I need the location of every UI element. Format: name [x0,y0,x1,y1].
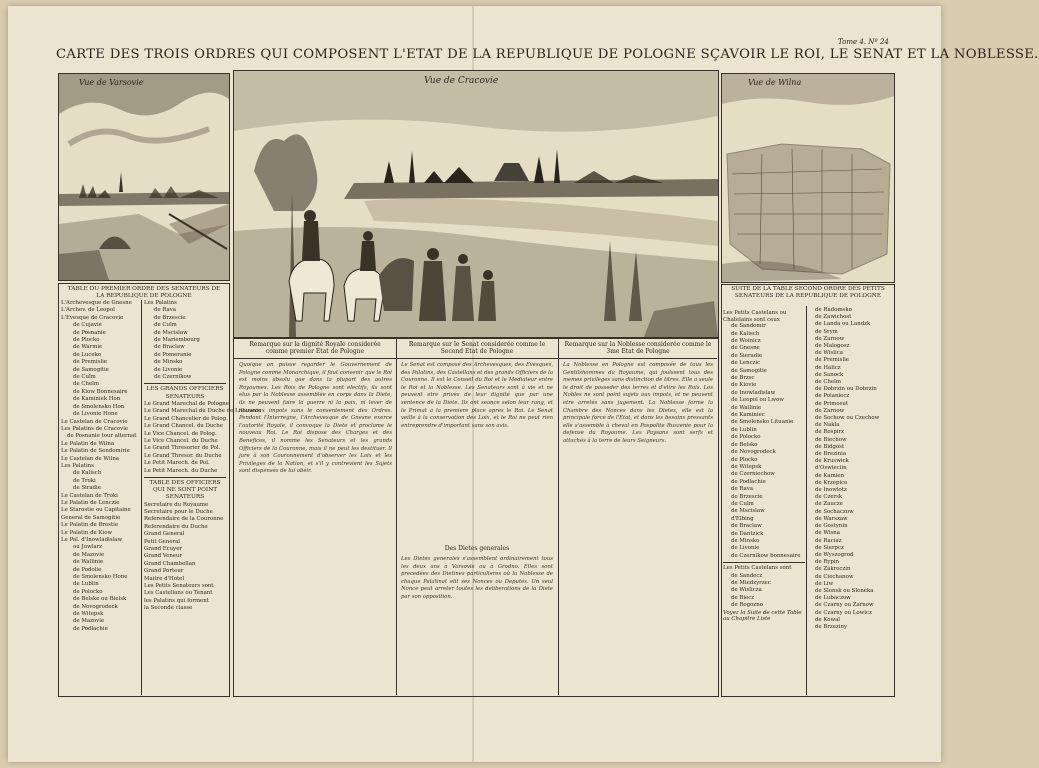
list-item: de Samogitie [73,366,109,373]
list-item: de Biechow [815,436,847,443]
list-item: de Slonsk ou Sloneka [815,587,874,594]
center-divider-1 [396,338,397,695]
left-column-divider [141,300,142,695]
list-item: de Landa ou Landzk [815,321,871,328]
list-item: de Sandomir [731,323,766,330]
list-item: Le Grand Chancelier de Polog. [144,415,228,422]
view-cracovie-title: Vue de Cracovie [424,76,499,86]
list-item: de Miedzyrzec [731,580,771,586]
list-item: de Zarnow [815,335,845,342]
view-varsovie [58,73,230,281]
list-item: Le Palatin de Kiow [61,529,113,536]
list-item: de Lublin [73,581,99,588]
left-list-a [61,300,141,692]
list-item: Le Petit Marech. de Pol. [144,460,210,467]
dietes-text: Les Dietes generales s'assemblent ordinairement tous les deux ans à Varsovie ou à Grodno. Elles sont precedées des Dietines particulieres où la Noblesse de chaque Palatinat elit ses Nonces ou Deputés. Un seul Nonce peut arreter toutes les deliberations de la Diete par son opposition. [401,556,553,600]
list-item: de Brzescie [731,493,763,500]
officers-heading: LES GRANDS OFFICIERS SENATEURS [146,386,224,400]
list-item: de Rava [731,486,754,493]
list-item: de Culm [73,374,96,381]
list-item: de Inowladislaw [731,389,776,396]
non-senators-heading: TABLE DES OFFICIERS QUI NE SONT POINT SENATEURS [149,479,221,501]
divider [144,383,226,384]
list-item: de Plocko [731,456,758,463]
list-item: de Kiovie [731,382,757,389]
list-item: de Biecz [731,594,755,601]
list-item: Maitre d'Hotel [144,575,185,582]
list-item: Secretaire du Royaume [144,501,209,508]
left-list-b [144,300,262,692]
list-item: Le Palatin de Lenczie [61,499,120,506]
view-wilna [721,73,895,283]
list-item: les Palatins qui forment [144,597,209,604]
list-item: de Novogrodeck [731,449,776,456]
list-item: Le Pal. d'Inowladislaw [61,537,123,543]
list-item: d'Elbing [731,515,754,522]
list-item: de Warmie [73,344,103,351]
right-list-c [809,307,891,693]
list-item: de Halicz [815,364,841,371]
list-item: d'Oswieciin [815,465,847,472]
list-item: Le Grand Chancel. du Duche [144,423,223,430]
view-varsovie-title: Vue de Varsovie [79,78,144,87]
list-item: de Brzeziny [815,623,848,630]
list-item: de Dobrzin ou Dobrzin [815,386,877,393]
list-item: de Cujavie [73,322,102,329]
right-note: Voyez la Suite de cette Table au Chapitre Liste [723,609,802,623]
varsovie-engraving [59,74,229,280]
list-item: de Livonie [731,545,760,552]
list-item: de Wislica [815,350,843,357]
list-item: de Gnesne [731,345,760,352]
list-item: de Ciechanow [815,573,854,580]
list-item: de Braclaw [154,344,185,351]
list-item: de Kalisch [73,470,102,477]
list-item: de Malogosz [815,343,850,350]
list-item: de Polaniecz [815,393,850,400]
list-item: de Sanock [815,371,844,378]
divider [723,562,805,563]
list-item: Secretaire pour le Duche [144,508,213,515]
list-item: de Witepsk [73,611,104,618]
list-item: Les Castellans ou Tenant [144,590,213,597]
list-item: de Czarny ou Lowicz [815,609,872,616]
list-item: ou Juwlarz [73,544,103,551]
list-item: de Czarny ou Zarnow [815,602,874,609]
list-item: de Pomeranie [154,351,192,358]
list-item: de Siradie [73,485,101,492]
remarque-royale-heading: Remarque sur la dignité Royale considerée comme premier Etat de Pologne [249,341,381,356]
list-item: Le Palatin de Brestie [61,522,119,529]
list-item: de Mazovie [73,618,105,625]
list-item: de Premislie [73,359,107,366]
list-item: de Smolensko Hone [73,574,128,581]
list-item: de Czerniechow [731,471,775,478]
list-item: Le Castelan de Cracovie [61,418,128,425]
list-item: de Wallinie [73,559,104,566]
list-item: de Raciaz [815,537,842,544]
list-item: Le Vice Chancel. de Polog. [144,430,217,437]
right-list-a [723,310,805,693]
left-table-heading: TABLE DU PREMIER ORDRE DES SENATEURS DE LA REPUBLIQUE DE POLOGNE [67,286,221,300]
list-item: de Nakla [815,422,840,429]
list-item: Grand Chambellan [144,560,196,567]
list-item: Les Palatins de Cracovie [61,425,129,432]
list-item: de Czernikow bonnesaire [731,552,801,559]
list-item: de Woinicz [731,338,761,344]
list-item: Le Grand Thresorier de Pol. [144,445,221,452]
list-item: de Kalisch [731,330,760,337]
list-item: de Witepsk [731,463,762,470]
list-item: de Polocko [73,588,103,595]
list-item: L'Evesque de Cracovie [61,314,124,321]
list-item: Le Grand Marechal du Duche de Lithuanie [144,408,262,415]
list-item: de Belske ou Bielsk [73,596,127,603]
list-item: de Rava [154,307,177,314]
list-item: de Smolensko Hon [73,403,125,410]
remarque-noblesse-text: La Noblesse en Pologne est composée de tous les Gentilshommes du Royaume, qui jouissent tous des memes privileges sans distinction de titres. Elle a seule le droit de posseder des terres et d'elire les Rois. Les Nobles ne sont point sujets aux impots, et ne peuvent etre arretés sans jugement. La Noblesse forme la Chambre des Nonces dans les Dietes, elle est la principale force de l'Etat, et dans les besoins pressants elle s'assemble à cheval en Pospolite Ruszenie pour la defense du Royaume. Les Paysans sont serfs et attachés à la terre de leurs Seigneurs. [563,362,713,444]
list-item: de Podlachie [731,478,766,485]
list-item: de Gostynin [815,523,848,530]
remarque-senat-heading: Remarque sur le Senat considerée comme le Second Etat de Pologne [408,341,546,356]
list-item: Grand Ecuyer [144,545,182,552]
list-item: de Zawichost [815,314,852,321]
list-item: de Livonie [154,366,183,373]
view-cracovie [233,70,719,338]
list-item: Le Castelan de Wilna [61,455,120,462]
list-item: de Kaminiek Hon [73,396,121,403]
list-item: de Wislicza [731,587,762,594]
list-item: de Brzescie [154,314,186,321]
list-item: de Troki [73,477,96,484]
dietes-heading: Des Dietes generales [444,545,510,552]
list-item: Le Vice Chancel. du Duche [144,437,218,444]
list-item: de Podlachie [73,625,108,632]
list-item: de Sandecz [731,572,763,579]
list-item: de Samogitie [731,367,767,374]
list-item: de Kruswick [815,458,849,465]
list-item: de Minsko [731,537,760,544]
list-item: de Podolie [73,566,102,573]
page-title: CARTE DES TROIS ORDRES QUI COMPOSENT L'ETAT DE LA REPUBLIQUE DE POLOGNE SÇAVOIR LE ROI, LE SENAT ET LA NOBLESSE. [56,47,1039,62]
list-item: de Smolensko Lituanie [731,419,794,426]
list-item: Grand General [144,531,185,538]
list-item: de Luceko [73,351,102,358]
list-item: de Czersk [815,494,843,501]
list-item: Le Grand Thresor. du Duche [144,452,222,459]
list-item: Le Starostie ou Capitaine [61,507,131,514]
list-item: de Minsko [154,359,183,366]
list-item: de Polocko [731,434,761,441]
list-item: Le Castelan de Troki [61,492,118,499]
list-item: de Radomsko [815,307,852,313]
list-item: de Mazovie [73,551,105,558]
list-item: Referendaire de la Couronne [144,516,224,523]
list-item: de Brzsc [731,375,755,382]
right-column-divider [806,306,807,695]
list-item: Le Grand Marechal de Pologne [144,400,229,407]
view-wilna-title: Vue de Wilna [748,78,802,87]
list-item: de Mscislaw [154,329,188,336]
list-item: de Zaucze [815,501,843,508]
remarque-senat-text: Le Senat est composé des Archevesques, des Evesques, des Palatins, des Castellans et des grands Officiers de la Couronne. Il est le Conseil du Roi et le Mediateur entre le Roi et la Noblesse. Les Senateurs sont à vie et ne peuvent etre privés de leur dignité que par une sentence de la Diete. Ils ont seance selon leur rang, et le Primat a la premiere place apres le Roi. Le Senat veille à la conservation des Loix, et le Roi ne peut rien entreprendre d'important sans son avis. [401,362,553,429]
list-item: de Chelm [73,381,99,388]
list-item: de Kaminiec [731,412,765,419]
list-item: de Srym [815,328,838,335]
list-item: de Posnanie [73,329,106,336]
remarque-royale-text: Quoique on puisse regarder le Gouvernement de Pologne comme Monarchique, il faut convenir que le Roi est moins absolu que dans la plupart des autres Royaumes. Les Rois de Pologne sont electifs, ils sont elus par la Noblesse assemblée en corps dans la Diete, ils ne peuvent faire la guerre ni la paix, ni lever de nouveaux impots sans le consentement des Ordres. Pendant l'Interregne, l'Archevesque de Gnesne exerce l'autorité Royale, il convoque la Diete et proclame le nouveau Roi. Le Roi dispose des Charges et des Benefices, il nomme les Senateurs et les grands Officiers de la Couronne, mais il ne peut les destituer. Il jure à son Couronnement d'observer les Loix et les Privileges de la Nation, et s'il y contrevient les Sujets sont dispensés de lui obéir. [239,362,392,475]
list-item: Le Palatin de Sendomirie [61,448,130,455]
right-sub-heading: Les Petits Castelans ou Chatelains sont ceux [723,310,787,323]
right-table-heading: SUITE DE LA TABLE SECOND ORDRE DES PETITS SENATEURS DE LA REPUBLIQUE DE POLOGNE [731,286,885,300]
list-item: de Sieradie [731,352,763,359]
list-item: Grand Veneur [144,553,183,560]
list-item: de Liw [815,580,834,587]
list-item: Le Petit Marech. du Duche [144,467,218,474]
list-item: de Culm [154,322,177,329]
list-item: de Wallinie [731,404,762,411]
list-item: de Posnanie tour alternat [67,433,137,440]
list-item: de Chelm [815,379,841,386]
list-item: L'Archevesque de Gnesne [61,300,132,306]
list-item: de Rogozno [731,602,763,609]
list-item: de Czernikow [154,374,192,381]
list-item: de Lenczic [731,360,761,367]
list-item: Les Petits Senateurs sont [144,583,214,590]
list-item: Petit General [144,538,181,545]
list-item: de Wisna [815,530,840,537]
list-item: Les Palatins [61,462,94,469]
list-item: de Mscislaw [731,508,765,515]
list-item: de Kiow Bonnesaire [73,388,128,395]
list-item: de Braclaw [731,523,762,530]
list-item: de Wyszogrod [815,551,854,558]
list-item: de Rypin [815,559,840,566]
list-item: de Lubaczow [815,595,851,602]
list-item: de Mariembourg [154,337,200,344]
list-item: de Brezinia [815,451,847,458]
list-item: de Culm [731,500,754,507]
cracovie-engraving [234,71,718,337]
list-item: L'Archev. de Leopol [61,307,115,314]
divider [144,477,226,478]
remarque-noblesse-heading: Remarque sur la Noblesse considerée comme le 3me Etat de Pologne [564,341,712,356]
petits-heading: Les Petits Castelans sont [723,565,792,572]
list-item: de Inowlotz [815,487,847,494]
list-item: de Zakroczin [815,566,851,573]
list-item: de Lublin [731,426,757,433]
list-item: la Seconde classe [144,605,193,612]
list-item: de Sochow ou Czechow [815,415,880,422]
list-item: de Leopol ou Lwow [731,397,784,404]
list-item: de Bidgost [815,443,845,450]
wilna-engraving [722,74,894,282]
list-item: de Novogrodeck [73,603,118,610]
list-item: de Sochaczow [815,508,854,515]
list-item: de Premislie [815,357,849,364]
list-item: de Rospirz [815,429,845,436]
list-item: de Sierpcz [815,544,844,551]
list-item: de Zarnow [815,407,845,414]
list-item: de Plocko [73,337,100,344]
list-item: de Kamien [815,472,845,479]
list-item: de Belsko [731,441,758,448]
list-item: Les Palatins [144,300,177,306]
list-item: de Dantzick [731,530,764,537]
list-item: Referendaire du Duche [144,523,208,530]
list-item: Le Palatin de Wilna [61,440,115,447]
list-item: de Primosut [815,400,849,407]
list-item: de Livonie Hone [73,411,118,418]
center-rule [233,358,717,359]
list-item: Grand Porteur [144,568,184,575]
center-divider-2 [558,338,559,695]
list-item: General de Samogitie [61,514,121,521]
list-item: de Kowal [815,616,841,623]
list-item: de Krzepice [815,479,848,486]
list-item: de Warszaw [815,515,848,522]
plate-reference: Tome 4. Nº 24 [838,38,889,46]
